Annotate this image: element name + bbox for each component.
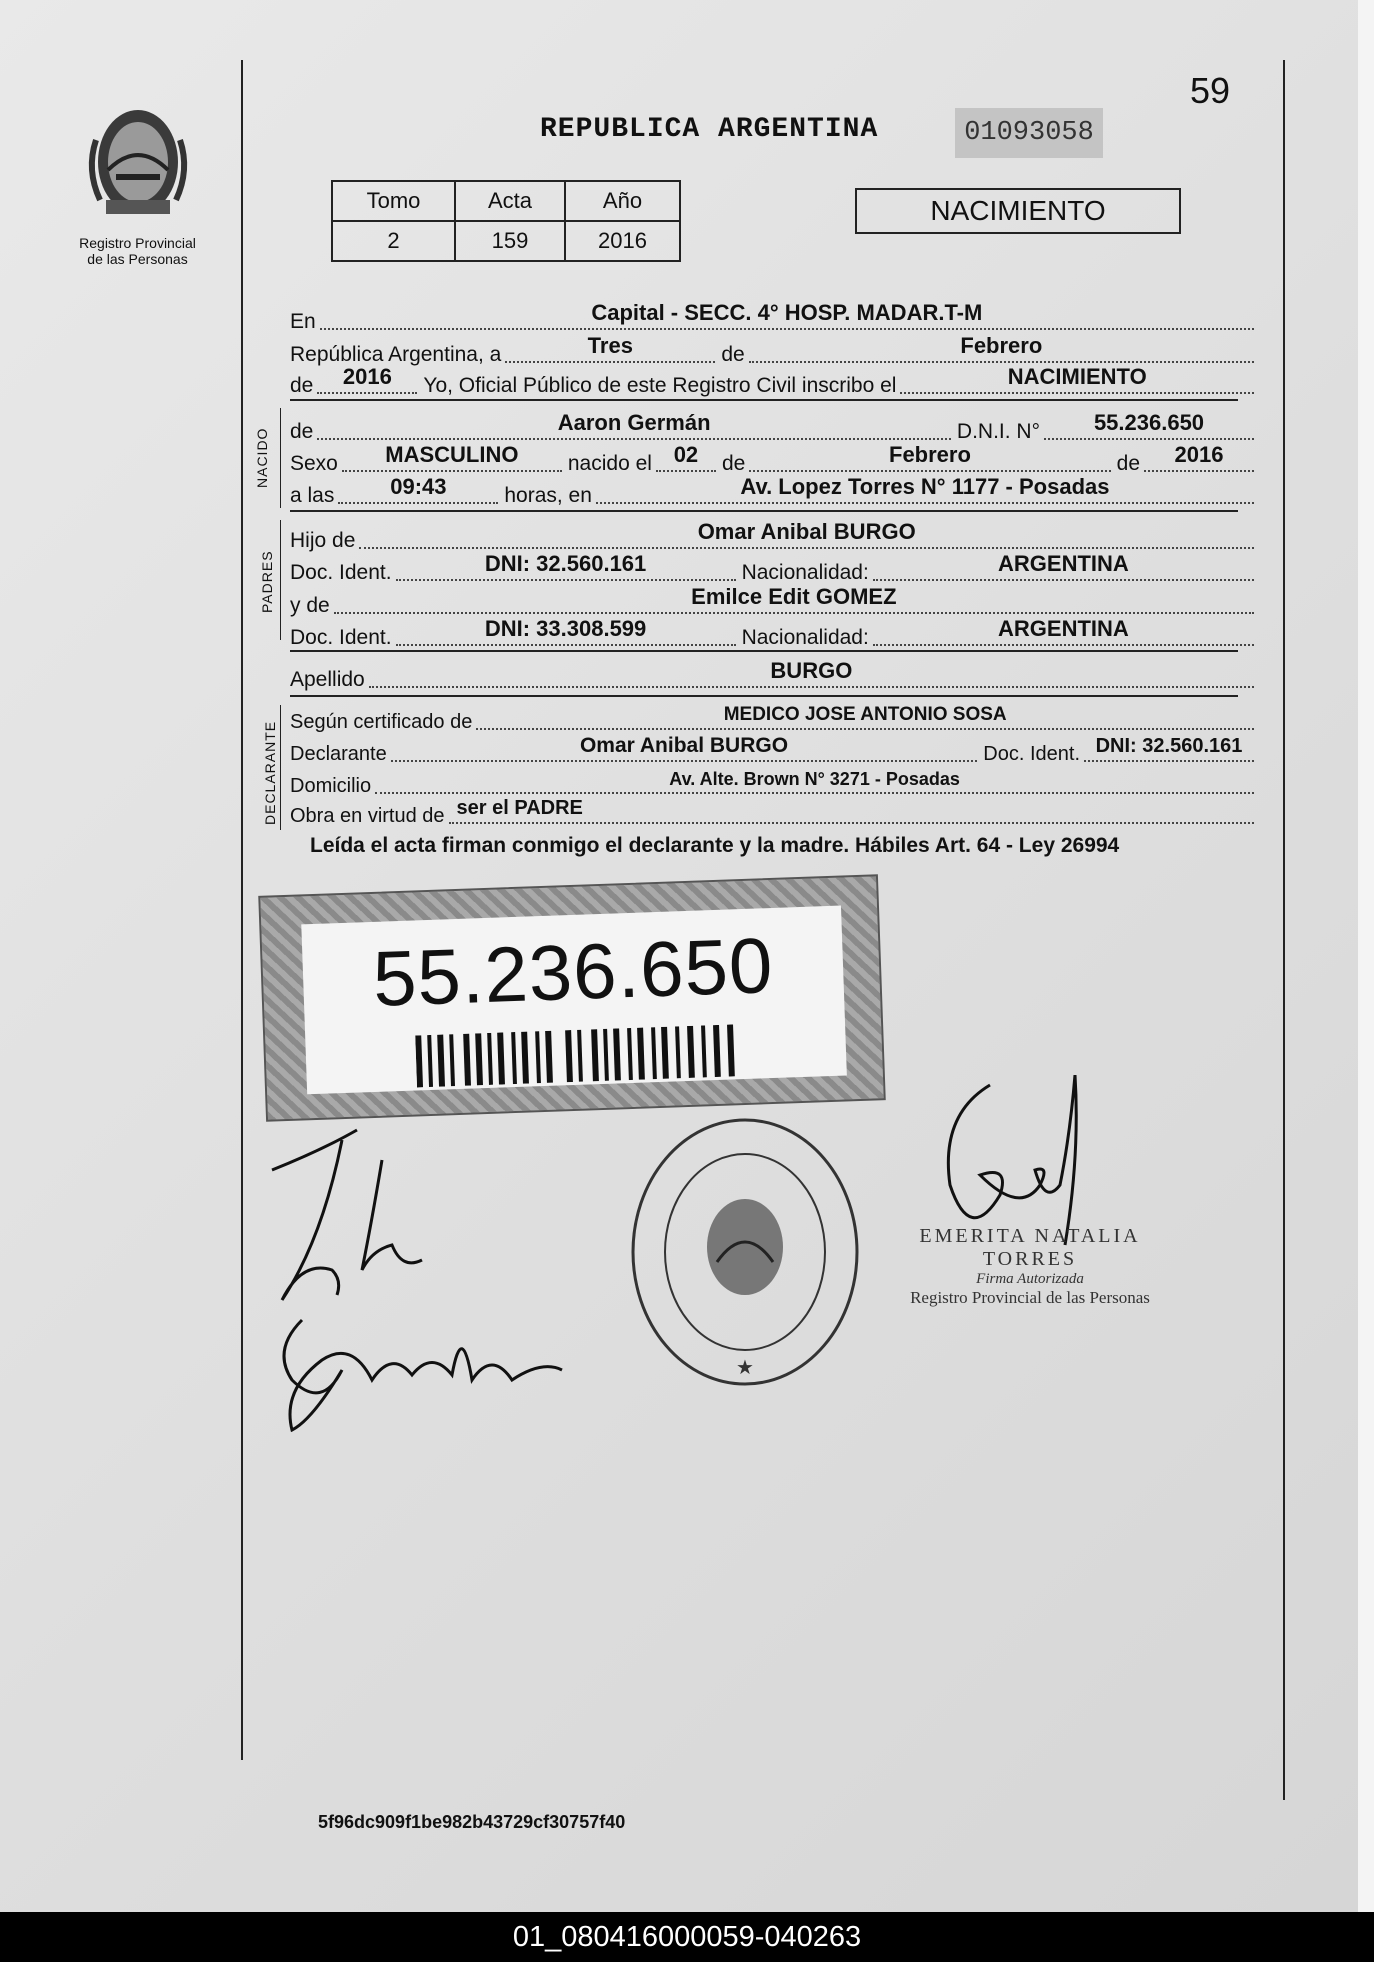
registry-value-acta: 159 (455, 221, 565, 261)
registry-table (331, 180, 681, 262)
padre-nombre: Omar Anibal BURGO (697, 519, 916, 544)
row-madre-doc (290, 616, 1254, 650)
nacido-section-label: NACIDO (254, 427, 270, 488)
apellido-label: Apellido (290, 668, 365, 691)
row-sexo (290, 442, 1254, 476)
republica-label: República Argentina, a (290, 343, 502, 366)
svg-text:★: ★ (736, 1357, 754, 1379)
authority-name: EMERITA NATALIA TORRES (919, 1225, 1141, 1270)
scan-filename: 01_080416000059-040263 (512, 1921, 862, 1953)
nombre-nacido: Aaron Germán (557, 410, 711, 435)
page-edge (1358, 0, 1374, 1912)
divider (290, 510, 1238, 512)
divider (290, 399, 1238, 401)
certificado-value: MEDICO JOSE ANTONIO SOSA (723, 704, 1007, 725)
signatures-left (262, 1120, 582, 1450)
domicilio-value: Av. Alte. Brown N° 3271 - Posadas (669, 769, 960, 789)
sticker-id-number: 55.236.650 (371, 920, 775, 1023)
madre-nac-label: Nacionalidad: (741, 626, 869, 649)
declarante-section-label: DECLARANTE (262, 720, 278, 825)
declarante-nombre: Omar Anibal BURGO (579, 734, 789, 757)
de-label: de (721, 343, 745, 366)
lugar-nacimiento: Av. Lopez Torres N° 1177 - Posadas (740, 474, 1110, 499)
row-obra (290, 798, 1254, 828)
declarante-doc: DNI: 32.560.161 (1095, 735, 1243, 757)
padre-doc-label: Doc. Ident. (290, 561, 392, 584)
row-declarante (290, 736, 1254, 766)
divider (290, 695, 1238, 697)
declarante-doc-label: Doc. Ident. (983, 743, 1080, 765)
declarante-label: Declarante (290, 743, 387, 765)
row-hora-lugar (290, 474, 1254, 508)
row-anio-inscripcion (290, 364, 1254, 398)
obra-value: ser el PADRE (456, 797, 583, 819)
serial-number: 01093058 (955, 108, 1103, 158)
obra-label: Obra en virtud de (290, 805, 445, 827)
domicilio-label: Domicilio (290, 775, 372, 797)
logo-caption-line1: Registro Provincial (79, 235, 196, 251)
row-en (290, 300, 1254, 334)
dia-inscripcion: Tres (587, 333, 633, 358)
en-value: Capital - SECC. 4° HOSP. MADAR.T-M (591, 300, 983, 325)
hora-nacimiento: 09:43 (390, 474, 447, 499)
row-domicilio (290, 768, 1254, 798)
page-number: 59 (1190, 70, 1231, 111)
certificado-label: Según certificado de (290, 711, 473, 733)
row-padre-doc (290, 551, 1254, 585)
de-anio-nac-label: de (1116, 452, 1140, 475)
authority-office: Registro Provincial de las Personas (910, 1288, 1150, 1307)
official-signature (930, 1075, 1100, 1250)
id-number-sticker (258, 874, 886, 1122)
registry-value-anio: 2016 (565, 221, 680, 261)
dni-label: D.N.I. N° (956, 420, 1040, 443)
horas-en-label: horas, en (504, 484, 592, 507)
padres-bracket (280, 520, 281, 640)
row-padre (290, 519, 1254, 553)
madre-doc-label: Doc. Ident. (290, 626, 392, 649)
padres-section-label: PADRES (259, 550, 275, 613)
nacido-el-label: nacido el (567, 452, 652, 475)
anio-nacimiento: 2016 (1174, 442, 1224, 467)
madre-nombre: Emilce Edit GOMEZ (691, 584, 897, 609)
en-label: En (290, 310, 316, 333)
row-certificado (290, 704, 1254, 734)
dni-nacido: 55.236.650 (1093, 410, 1205, 435)
de-mes-label: de (721, 452, 746, 475)
de-anio-label: de (290, 374, 314, 397)
registry-value-tomo: 2 (332, 221, 455, 261)
sexo-value: MASCULINO (385, 442, 519, 467)
inscribo-value: NACIMIENTO (1007, 364, 1147, 389)
authority-stamp (880, 1225, 1180, 1308)
logo-caption-line2: de las Personas (87, 251, 188, 267)
anio-inscripcion: 2016 (342, 364, 392, 389)
dia-nacimiento: 02 (673, 442, 699, 467)
hijo-de-label: Hijo de (290, 529, 356, 552)
registry-header-anio: Año (565, 181, 680, 221)
record-type-box: NACIMIENTO (855, 188, 1181, 234)
declarante-bracket (280, 705, 281, 830)
divider (290, 650, 1238, 652)
document-hash: 5f96dc909f1be982b43729cf30757f40 (318, 1812, 626, 1832)
authority-role: Firma Autorizada (976, 1271, 1084, 1287)
registry-header-tomo: Tomo (332, 181, 455, 221)
mes-inscripcion: Febrero (960, 333, 1043, 358)
left-margin-rule (241, 60, 243, 1760)
madre-doc: DNI: 33.308.599 (484, 616, 647, 641)
row-nombre (290, 410, 1254, 444)
barcode-icon (415, 1024, 737, 1087)
madre-nacionalidad: ARGENTINA (998, 616, 1129, 641)
crest-icon (78, 100, 198, 230)
padre-nac-label: Nacionalidad: (741, 561, 869, 584)
row-fecha-inscripcion (290, 333, 1254, 367)
country-title: REPUBLICA ARGENTINA (540, 114, 879, 145)
a-las-label: a las (290, 484, 335, 507)
nacido-bracket (280, 408, 281, 508)
padre-doc: DNI: 32.560.161 (484, 551, 647, 576)
row-apellido (290, 658, 1254, 692)
official-seal-stamp (625, 1112, 865, 1392)
sexo-label: Sexo (290, 452, 338, 475)
sticker-face (301, 906, 847, 1095)
right-margin-rule (1283, 60, 1285, 1800)
registry-header-acta: Acta (455, 181, 565, 221)
row-madre (290, 584, 1254, 618)
inscribo-label: Yo, Oficial Público de este Registro Civil inscribo el (423, 374, 897, 397)
nombre-de-label: de (290, 420, 314, 443)
apellido-value: BURGO (770, 658, 853, 683)
padre-nacionalidad: ARGENTINA (998, 551, 1129, 576)
y-de-label: y de (290, 594, 330, 617)
provincial-crest-logo (70, 100, 205, 267)
mes-nacimiento: Febrero (889, 442, 971, 467)
closing-statement: Leída el acta firman conmigo el declarante y la madre. Hábiles Art. 64 - Ley 26994 (310, 834, 1120, 857)
